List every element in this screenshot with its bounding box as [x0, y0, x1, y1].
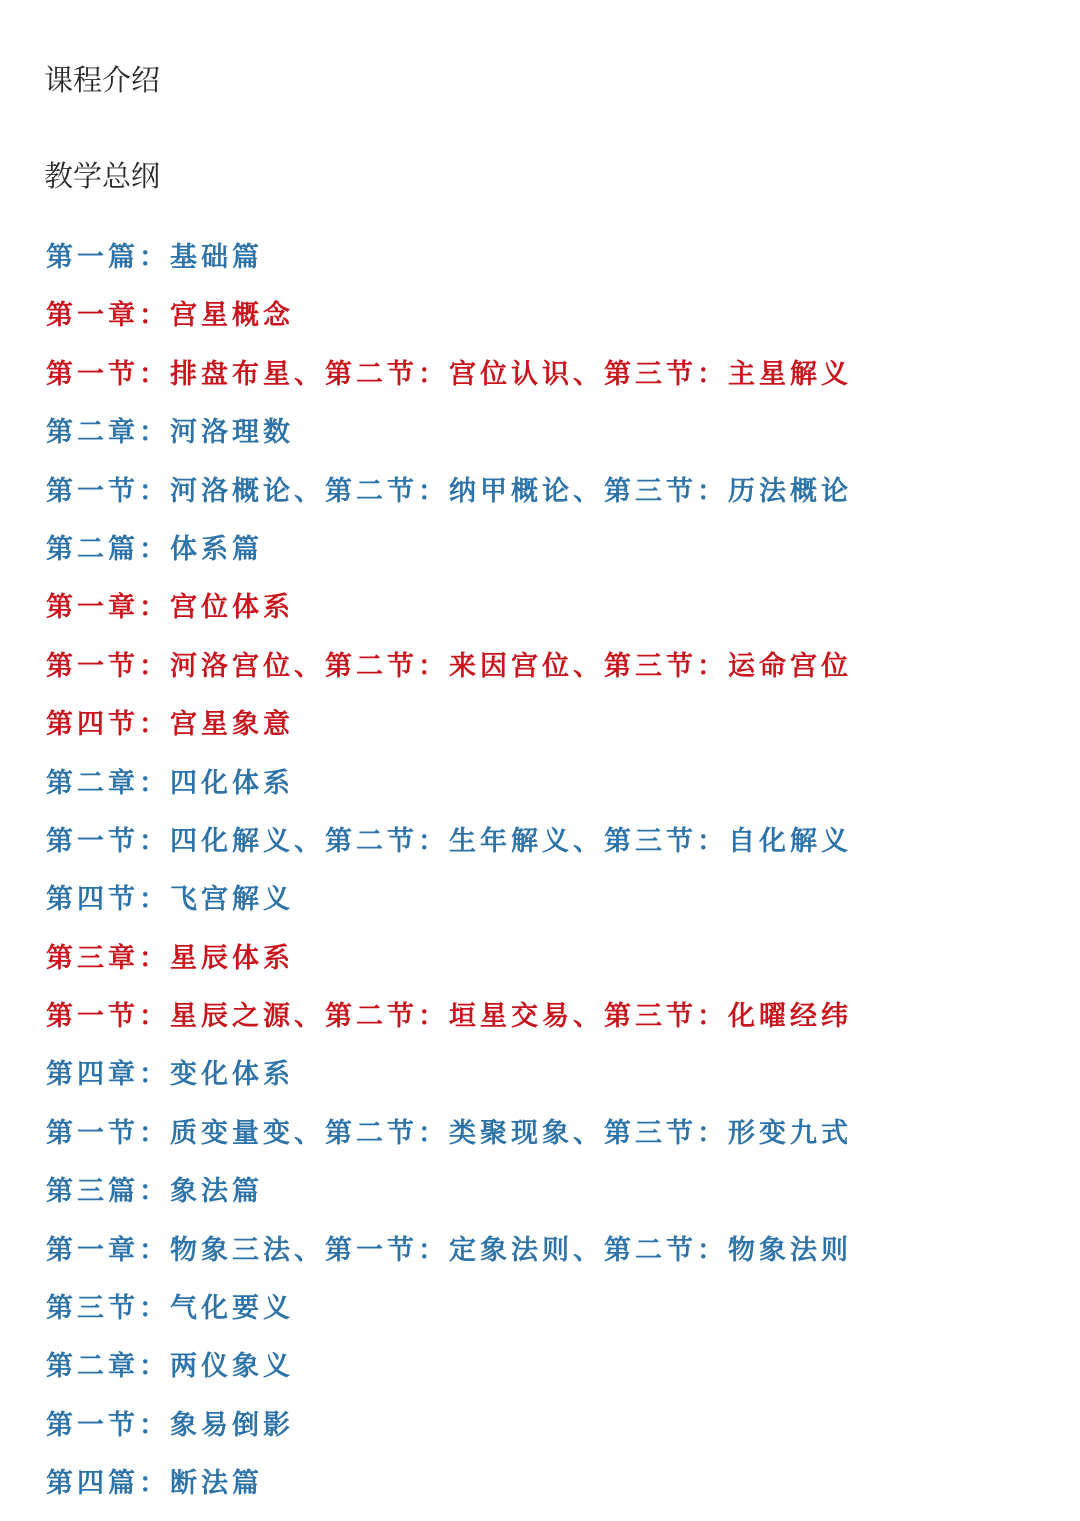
outline-line: 第三节：气化要义	[46, 1293, 294, 1325]
outline-line: 第一节：星辰之源、第二节：垣星交易、第三节：化曜经纬	[46, 1001, 852, 1033]
outline-line: 第四篇：断法篇	[46, 1468, 263, 1500]
outline-line: 第一章：宫位体系	[46, 592, 294, 624]
outline-line: 第二章：河洛理数	[46, 417, 294, 449]
outline-line: 第一节：象易倒影	[46, 1409, 294, 1441]
outline-line: 第一节：排盘布星、第二节：宫位认识、第三节：主星解义	[46, 358, 852, 390]
outline-line: 第四节：宫星象意	[46, 709, 294, 741]
outline-line: 第二章：四化体系	[46, 767, 294, 799]
outline-line: 第一节：质变量变、第二节：类聚现象、第三节：形变九式	[46, 1117, 852, 1149]
outline-line: 第四章：变化体系	[46, 1059, 294, 1091]
outline-line: 第一节：四化解义、第二节：生年解义、第三节：自化解义	[46, 825, 852, 857]
outline-line: 第三篇：象法篇	[46, 1176, 263, 1208]
outline-line: 第二篇：体系篇	[46, 533, 263, 565]
outline-heading: 教学总纲	[44, 159, 161, 193]
outline-line: 第三章：星辰体系	[46, 942, 294, 974]
outline-line: 第二章：两仪象义	[46, 1351, 294, 1383]
course-outline-list	[46, 236, 852, 1521]
outline-line: 第四节：飞宫解义	[46, 884, 294, 916]
outline-line: 第一篇：基础篇	[46, 242, 263, 273]
outline-line: 第一节：河洛宫位、第二节：来因宫位、第三节：运命宫位	[46, 650, 852, 682]
outline-line: 第一章：物象三法、第一节：定象法则、第二节：物象法则	[46, 1234, 852, 1266]
outline-line: 第一节：河洛概论、第二节：纳甲概论、第三节：历法概论	[46, 475, 852, 507]
outline-line: 第一章：宫星概念	[46, 300, 294, 332]
course-intro-heading: 课程介绍	[44, 63, 161, 97]
